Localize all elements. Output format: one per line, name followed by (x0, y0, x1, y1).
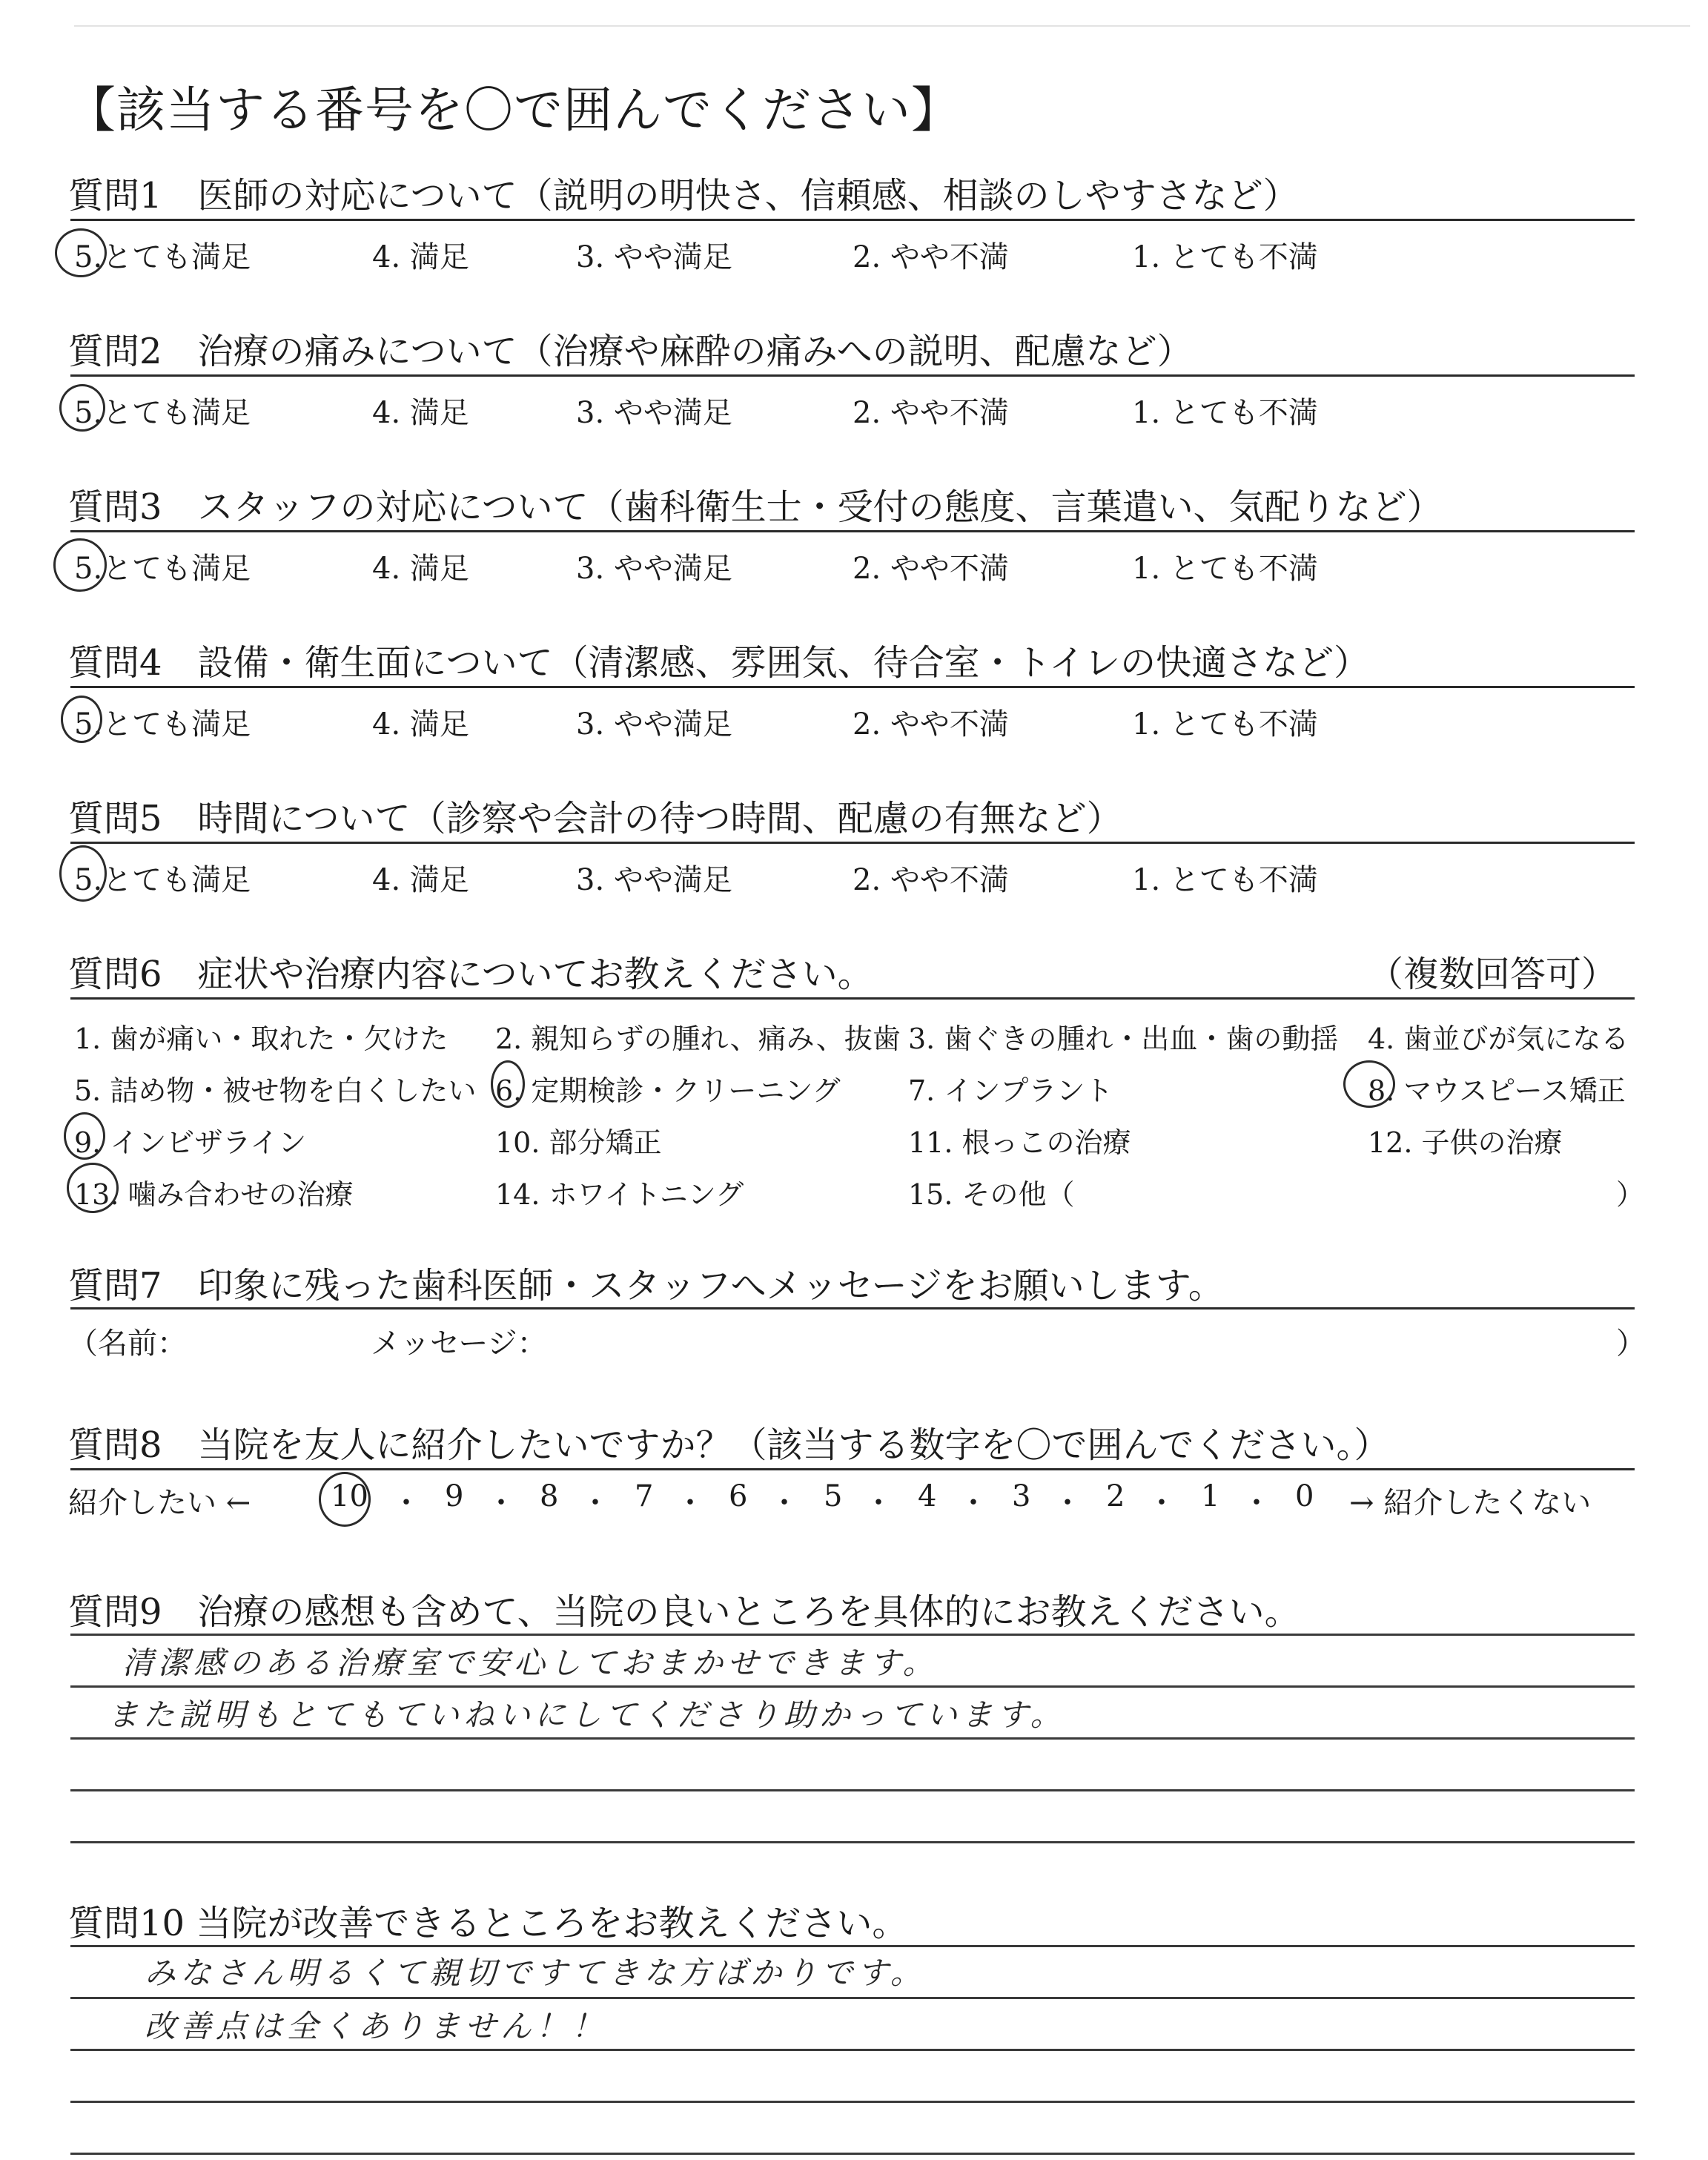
rating-option-5[interactable]: 5.とても満足 (74, 863, 251, 897)
rating-option-4[interactable]: 4. 満足 (372, 396, 469, 430)
selection-circle (64, 1112, 105, 1160)
symptom-option-2[interactable]: 2. 親知らずの腫れ、痛み、抜歯 (495, 1023, 901, 1055)
rating-option-5[interactable]: 5.とても満足 (74, 707, 251, 742)
answer-line (70, 2049, 1635, 2051)
selection-circle (53, 538, 107, 592)
symptom-option-7[interactable]: 7. インプラント (908, 1074, 1113, 1107)
handwritten-answer-line-2: また説明もとてもていねいにしてくださり助かっています。 (107, 1697, 1066, 1733)
answer-line (70, 1634, 1635, 1636)
scale-separator: ・ (580, 1486, 610, 1520)
answer-line (70, 1841, 1635, 1843)
scale-value-10[interactable]: 10 (331, 1479, 368, 1513)
other-close-paren: ） (1616, 1178, 1645, 1211)
question-title: 質問3 スタッフの対応について（歯科衛生士・受付の態度、言葉遣い、気配りなど） (68, 486, 1443, 528)
rating-option-5[interactable]: 5.とても満足 (74, 240, 251, 274)
name-label: （名前： (68, 1327, 187, 1361)
rating-option-2[interactable]: 2. やや不満 (853, 552, 1009, 586)
answer-line (70, 1737, 1635, 1740)
answer-line (70, 1685, 1635, 1688)
rating-option-3[interactable]: 3. やや満足 (576, 863, 732, 897)
question-title: 質問10 当院が改善できるところをお教えください。 (68, 1903, 908, 1944)
rating-option-3[interactable]: 3. やや満足 (576, 707, 732, 742)
scale-separator: ・ (675, 1486, 705, 1520)
scale-value-4[interactable]: 4 (918, 1479, 937, 1513)
question-title: 質問2 治療の痛みについて（治療や麻酔の痛みへの説明、配慮など） (68, 331, 1193, 372)
rating-option-1[interactable]: 1. とても不満 (1132, 396, 1318, 430)
scale-value-0[interactable]: 0 (1295, 1479, 1314, 1513)
symptom-option-3[interactable]: 3. 歯ぐきの腫れ・出血・歯の動揺 (908, 1023, 1339, 1055)
selection-circle (61, 696, 102, 743)
symptom-option-1[interactable]: 1. 歯が痛い・取れた・欠けた (74, 1023, 448, 1055)
rating-option-1[interactable]: 1. とても不満 (1132, 707, 1318, 742)
message-close-paren: ） (1616, 1327, 1646, 1361)
question-title: 質問1 医師の対応について（説明の明快さ、信頼感、相談のしやすさなど） (68, 175, 1299, 217)
rating-option-5[interactable]: 5.とても満足 (74, 552, 251, 586)
question-title: 質問7 印象に残った歯科医師・スタッフへメッセージをお願いします。 (68, 1265, 1224, 1307)
handwritten-answer-line-2: 改善点は全くありません！！ (145, 2008, 608, 2044)
answer-line (70, 2101, 1635, 2103)
rating-option-3[interactable]: 3. やや満足 (576, 396, 732, 430)
scale-separator: ・ (1147, 1486, 1176, 1520)
scale-separator: ・ (769, 1486, 799, 1520)
question-rule (70, 374, 1635, 377)
scale-separator: ・ (391, 1486, 421, 1520)
question-rule (70, 1468, 1635, 1470)
rating-option-2[interactable]: 2. やや不満 (853, 707, 1009, 742)
rating-option-5[interactable]: 5.とても満足 (74, 396, 251, 430)
selection-circle (1343, 1060, 1395, 1108)
selection-circle (319, 1472, 371, 1527)
rating-option-3[interactable]: 3. やや満足 (576, 552, 732, 586)
scale-separator: ・ (959, 1486, 988, 1520)
rating-option-3[interactable]: 3. やや満足 (576, 240, 732, 274)
question-rule (70, 997, 1635, 1000)
question-rule (70, 1307, 1635, 1309)
answer-line (70, 1945, 1635, 1947)
rating-option-4[interactable]: 4. 満足 (372, 707, 469, 742)
symptom-option-13[interactable]: 13. 噛み合わせの治療 (74, 1178, 354, 1211)
rating-option-4[interactable]: 4. 満足 (372, 552, 469, 586)
question-title: 質問9 治療の感想も含めて、当院の良いところを具体的にお教えください。 (68, 1591, 1300, 1633)
question-rule (70, 530, 1635, 532)
multiple-answers-note: （複数回答可） (1368, 954, 1618, 995)
scale-separator: ・ (486, 1486, 516, 1520)
rating-option-1[interactable]: 1. とても不満 (1132, 240, 1318, 274)
question-rule (70, 686, 1635, 688)
scale-value-2[interactable]: 2 (1106, 1479, 1125, 1513)
rating-option-2[interactable]: 2. やや不満 (853, 396, 1009, 430)
symptom-option-9[interactable]: 9. インビザライン (74, 1126, 307, 1159)
rating-option-2[interactable]: 2. やや不満 (853, 240, 1009, 274)
answer-line (70, 1997, 1635, 1999)
answer-line (70, 2153, 1635, 2155)
page-title: 【該当する番号を〇で囲んでください】 (67, 82, 961, 139)
question-title: 質問8 当院を友人に紹介したいですか？（該当する数字を〇で囲んでください。） (68, 1424, 1390, 1466)
selection-circle (55, 228, 107, 277)
scale-right-label: → 紹介したくない (1349, 1486, 1592, 1520)
question-title: 質問5 時間について（診察や会計の待つ時間、配慮の有無など） (68, 798, 1122, 839)
rating-option-1[interactable]: 1. とても不満 (1132, 863, 1318, 897)
selection-circle (67, 1163, 119, 1213)
scale-value-3[interactable]: 3 (1012, 1479, 1031, 1513)
scale-value-9[interactable]: 9 (445, 1479, 464, 1513)
symptom-option-11[interactable]: 11. 根っこの治療 (908, 1126, 1131, 1159)
selection-circle (59, 845, 107, 902)
scale-separator: ・ (864, 1486, 893, 1520)
scale-value-5[interactable]: 5 (824, 1479, 843, 1513)
scale-value-6[interactable]: 6 (729, 1479, 748, 1513)
selection-circle (491, 1060, 525, 1108)
message-label: メッセージ： (371, 1327, 547, 1361)
symptom-option-12[interactable]: 12. 子供の治療 (1368, 1126, 1563, 1159)
question-rule (70, 842, 1635, 844)
scale-value-1[interactable]: 1 (1201, 1479, 1220, 1513)
handwritten-answer-line-1: 清潔感のある治療室で安心しておまかせできます。 (122, 1645, 939, 1681)
selection-circle (59, 384, 105, 432)
scale-separator: ・ (1053, 1486, 1082, 1520)
rating-option-4[interactable]: 4. 満足 (372, 240, 469, 274)
symptom-option-6[interactable]: 6. 定期検診・クリーニング (495, 1074, 841, 1107)
question-rule (70, 219, 1635, 221)
rating-option-2[interactable]: 2. やや不満 (853, 863, 1009, 897)
question-title: 質問6 症状や治療内容についてお教えください。 (68, 954, 873, 995)
answer-line (70, 1789, 1635, 1791)
handwritten-answer-line-1: みなさん明るくて親切ですてきな方ばかりです。 (145, 1955, 926, 1991)
scale-separator: ・ (1242, 1486, 1271, 1520)
symptom-option-5[interactable]: 5. 詰め物・被せ物を白くしたい (74, 1074, 477, 1107)
scale-left-label: 紹介したい ← (68, 1486, 251, 1520)
symptom-option-10[interactable]: 10. 部分矯正 (495, 1126, 662, 1159)
top-rule (74, 25, 1690, 27)
symptom-option-15[interactable]: 15. その他（ (908, 1178, 1075, 1211)
rating-option-4[interactable]: 4. 満足 (372, 863, 469, 897)
symptom-option-14[interactable]: 14. ホワイトニング (495, 1178, 744, 1211)
symptom-option-4[interactable]: 4. 歯並びが気になる (1368, 1023, 1629, 1055)
scale-value-8[interactable]: 8 (540, 1479, 559, 1513)
symptom-option-8[interactable]: 8. マウスピース矯正 (1368, 1074, 1626, 1107)
question-title: 質問4 設備・衛生面について（清潔感、雰囲気、待合室・トイレの快適さなど） (68, 642, 1370, 684)
scale-value-7[interactable]: 7 (635, 1479, 654, 1513)
rating-option-1[interactable]: 1. とても不満 (1132, 552, 1318, 586)
